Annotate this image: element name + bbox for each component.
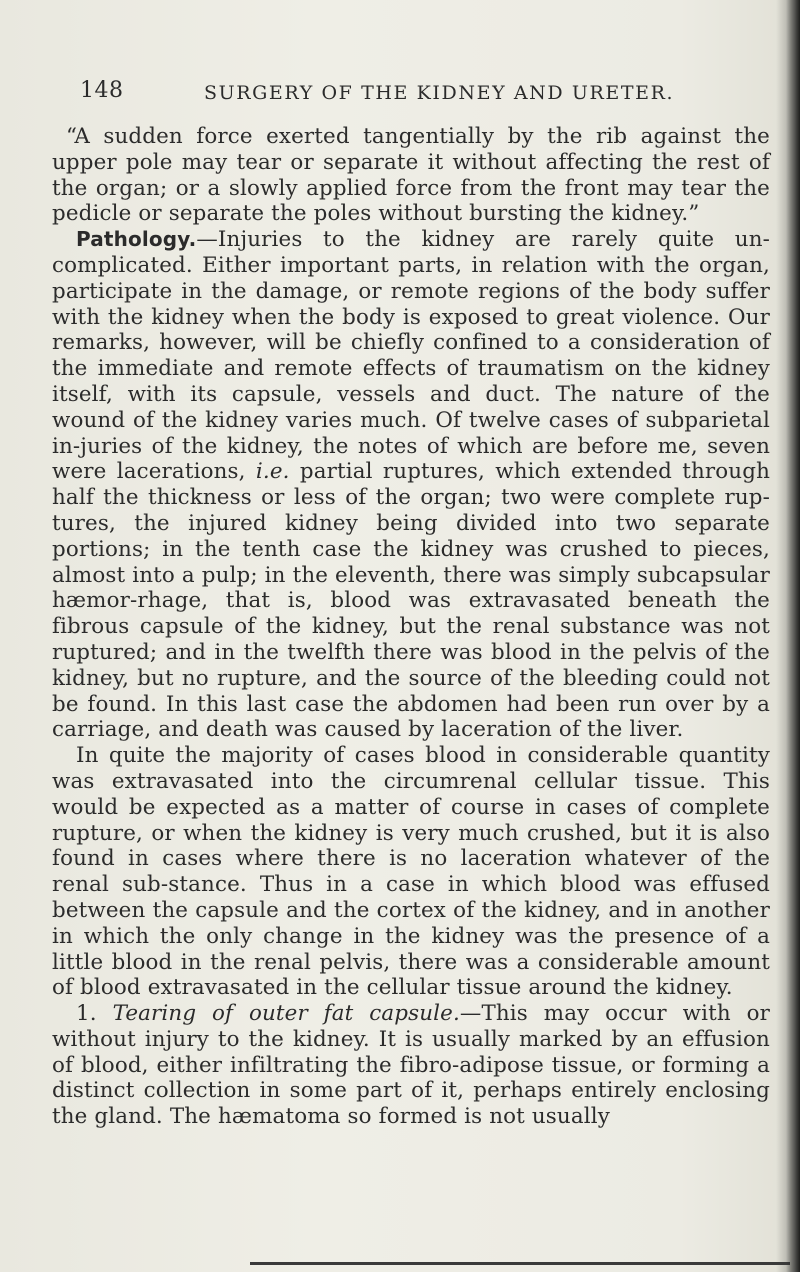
body-text xyxy=(52,124,770,1130)
pathology-paragraph xyxy=(52,227,770,743)
quote-paragraph: “A sudden force exerted tangentially by the rib against the upper pole may tear or separate it without affecting the rest of the organ; or a slowly applied force from the front may tear the pedicle or separate the poles without bursting the kidney.” xyxy=(52,124,770,227)
item-1-paragraph xyxy=(52,1001,770,1130)
pathology-heading: Pathology. xyxy=(76,227,197,252)
page-header xyxy=(80,72,780,112)
page-edge-shadow xyxy=(786,0,800,1272)
item-1-heading: Tearing of outer fat capsule. xyxy=(112,1001,460,1027)
pathology-text: —Injuries to the kidney are rarely quite un-complicated. Either important parts, in relation with the organ, participate in the damage, or remote regions of the body suffer with the kidney when the body is exposed to great violence. Our remarks, however, will be chiefly confined to a consideration of the immediate and remote effects of traumatism on the kidney itself, with its capsule, vessels and duct. The nature of the wound of the kidney varies much. Of twelve cases of subparietal in-juries of the kidney, the notes of which are before me, seven were lacerations, xyxy=(52,227,770,485)
running-head: SURGERY OF THE KIDNEY AND URETER. xyxy=(204,82,675,104)
bottom-rule xyxy=(250,1262,790,1265)
page-number: 148 xyxy=(80,78,124,103)
item-1-number: 1. xyxy=(76,1001,97,1027)
pathology-text-continued: partial ruptures, which extended through half the thickness or less of the organ; two were complete rup-tures, the injured kidney being divided into two separate portions; in the tenth case the kidney was crushed to pieces, almost into a pulp; in the eleventh, there was simply subcapsular hæmor-rhage, that is, blood was extravasated beneath the fibrous capsule of the kidney, but the renal substance was not ruptured; and in the twelfth there was blood in the pelvis of the kidney, but no rupture, and the source of the bleeding could not be found. In this last case the abdomen had been run over by a carriage, and death was caused by laceration of the liver. xyxy=(52,459,770,743)
ie-abbrev: i.e. xyxy=(255,459,290,485)
item-1-text: —This may occur with or without injury to the kidney. It is usually marked by an effusion of blood, either infiltrating the fibro-adipose tissue, or forming a distinct collection in some part of it, perhaps entirely enclosing the gland. The hæmatoma so formed is not usually xyxy=(52,1001,770,1130)
extravasation-paragraph: In quite the majority of cases blood in considerable quantity was extravasated into the circumrenal cellular tissue. This would be expected as a matter of course in cases of complete rupture, or when the kidney is very much crushed, but it is also found in cases where there is no laceration whatever of the renal sub-stance. Thus in a case in which blood was effused between the capsule and the cortex of the kidney, and in another in which the only change in the kidney was the presence of a little blood in the renal pelvis, there was a considerable amount of blood extravasated in the cellular tissue around the kidney. xyxy=(52,743,770,1001)
